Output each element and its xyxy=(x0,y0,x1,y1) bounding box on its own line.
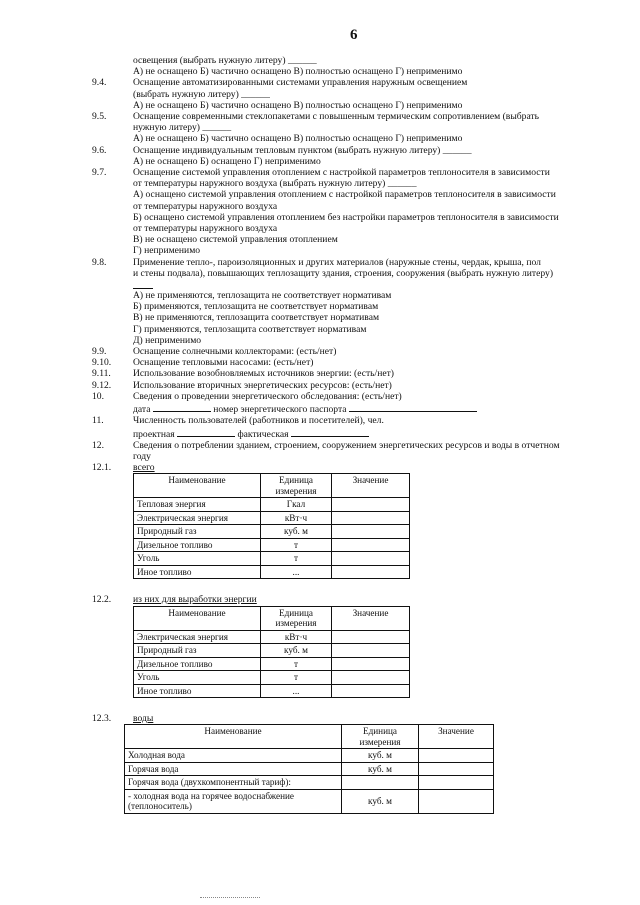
item-text: Оснащение автоматизированными системами управления наружным освещением xyxy=(133,77,468,89)
actual-count-field[interactable] xyxy=(291,427,369,437)
item-number: 9.10. xyxy=(92,357,112,369)
value-cell[interactable] xyxy=(332,525,410,539)
item-text: году xyxy=(133,450,151,462)
value-cell[interactable] xyxy=(332,565,410,579)
design-count-field[interactable] xyxy=(177,427,235,437)
item-number: 9.4. xyxy=(92,77,107,89)
value-cell[interactable] xyxy=(419,749,494,763)
item-text: воды xyxy=(133,713,154,725)
column-header: Наименование xyxy=(125,725,342,749)
table-row xyxy=(125,762,494,776)
row-name-cell: Горячая вода (двухкомпонентный тариф): xyxy=(125,776,342,790)
row-name-cell: Природный газ xyxy=(134,644,261,658)
passport-number-label: номер энергетического паспорта xyxy=(213,404,347,416)
value-cell[interactable] xyxy=(332,644,410,658)
row-name-cell: Тепловая энергия xyxy=(134,498,261,512)
value-cell[interactable] xyxy=(332,552,410,566)
unit-cell: кВт·ч xyxy=(261,630,332,644)
item-number: 12.3. xyxy=(92,713,112,725)
item-text: Оснащение тепловыми насосами: (есть/нет) xyxy=(133,357,314,369)
design-count-label: проектная xyxy=(133,428,175,440)
item-text: Оснащение солнечными коллекторами: (есть/нет) xyxy=(133,346,337,358)
item-text: из них для выработки энергии xyxy=(133,594,257,606)
item-text: Оснащение системой управления отоплением с настройкой параметров теплоносителя в зависимости xyxy=(133,167,550,179)
item-9-3-continuation: освещения (выбрать нужную литеру) ______ xyxy=(133,55,317,66)
item-option: Б) оснащено системой управления отоплением без настройки параметров теплоносителя в зависимости xyxy=(133,211,559,223)
unit-cell: куб. м xyxy=(342,749,419,763)
energy-total-table xyxy=(133,473,410,579)
row-name-cell: Холодная вода xyxy=(125,749,342,763)
item-number: 9.11. xyxy=(92,368,111,380)
row-name-cell: Горячая вода xyxy=(125,762,342,776)
item-option: Б) применяются, теплозащита не соответствует нормативам xyxy=(133,301,379,313)
table-row xyxy=(134,511,410,525)
water-consumption-table xyxy=(124,724,494,814)
table-row xyxy=(134,684,410,698)
page-number: 6 xyxy=(350,27,358,43)
table-row xyxy=(134,525,410,539)
unit-cell: ... xyxy=(261,684,332,698)
row-name-cell: - холодная вода на горячее водоснабжение (теплоноситель) xyxy=(125,789,342,813)
item-text: Использование вторичных энергетических ресурсов: (есть/нет) xyxy=(133,379,392,391)
item-option: А) оснащено системой управления отоплением с настройкой параметров теплоносителя в зависимости xyxy=(133,189,556,201)
item-text: Использование возобновляемых источников энергии: (есть/нет) xyxy=(133,368,394,380)
item-number: 9.8. xyxy=(92,256,107,268)
item-options: А) не оснащено Б) оснащено Г) неприменимо xyxy=(133,155,321,167)
form-content xyxy=(92,55,612,814)
row-name-cell: Иное топливо xyxy=(134,684,261,698)
row-name-cell: Дизельное топливо xyxy=(134,538,261,552)
column-header: Значение xyxy=(419,725,494,749)
item-option: В) не применяются, теплозащита соответствует нормативам xyxy=(133,312,380,324)
item-text: нужную литеру) ______ xyxy=(133,122,232,134)
item-text: Оснащение современными стеклопакетами с повышенным термическим сопротивлением (выбрать xyxy=(133,111,540,123)
item-9-3-options: А) не оснащено Б) частично оснащено В) полностью оснащено Г) неприменимо xyxy=(133,66,463,78)
item-text: Оснащение индивидуальным тепловым пунктом (выбрать нужную литеру) ______ xyxy=(133,144,472,156)
unit-cell: куб. м xyxy=(261,525,332,539)
item-option: В) не оснащено системой управления отоплением xyxy=(133,234,338,246)
item-options: А) не оснащено Б) частично оснащено В) полностью оснащено Г) неприменимо xyxy=(133,99,463,111)
item-number: 9.5. xyxy=(92,111,107,123)
page-bottom-mark xyxy=(200,897,260,898)
unit-cell: т xyxy=(261,671,332,685)
item-text: Сведения о проведении энергетического обследования: (есть/нет) xyxy=(133,390,402,402)
row-name-cell: Уголь xyxy=(134,671,261,685)
table-row xyxy=(134,498,410,512)
item-number: 10. xyxy=(92,390,104,402)
column-header: Значение xyxy=(332,474,410,498)
column-header: Наименование xyxy=(134,474,261,498)
item-number: 9.6. xyxy=(92,144,107,156)
value-cell[interactable] xyxy=(419,789,494,813)
item-option: Г) неприменимо xyxy=(133,245,201,257)
column-header: Единица измерения xyxy=(261,606,332,630)
table-row xyxy=(134,538,410,552)
unit-cell: ... xyxy=(261,565,332,579)
item-number: 12.2. xyxy=(92,594,112,606)
row-name-cell: Уголь xyxy=(134,552,261,566)
table-row xyxy=(125,749,494,763)
value-cell[interactable] xyxy=(332,511,410,525)
item-option: от температуры наружного воздуха xyxy=(133,200,278,212)
value-cell[interactable] xyxy=(332,684,410,698)
value-cell[interactable] xyxy=(419,762,494,776)
item-text: всего xyxy=(133,462,155,474)
item-text: Применение тепло-, пароизоляционных и других материалов (наружные стены, чердак, крыша, пол xyxy=(133,256,541,268)
unit-cell: т xyxy=(261,657,332,671)
item-number: 9.12. xyxy=(92,379,112,391)
unit-cell: Гкал xyxy=(261,498,332,512)
table-row xyxy=(134,565,410,579)
table-row xyxy=(134,552,410,566)
unit-cell: т xyxy=(261,538,332,552)
item-number: 12.1. xyxy=(92,462,112,474)
unit-cell: куб. м xyxy=(261,644,332,658)
date-label: дата xyxy=(133,404,151,416)
value-cell[interactable] xyxy=(332,630,410,644)
table-row xyxy=(134,630,410,644)
item-text: (выбрать нужную литеру) ______ xyxy=(133,88,270,100)
column-header: Единица измерения xyxy=(342,725,419,749)
item-text: Численность пользователей (работников и посетителей), чел. xyxy=(133,415,384,427)
item-option: Д) неприменимо xyxy=(133,334,202,346)
unit-cell: кВт·ч xyxy=(261,511,332,525)
item-options: А) не оснащено Б) частично оснащено В) полностью оснащено Г) неприменимо xyxy=(133,133,463,145)
item-option: А) не применяются, теплозащита не соответствует нормативам xyxy=(133,290,392,302)
item-number: 11. xyxy=(92,415,104,427)
item-text: и стены подвала), повышающих теплозащиту здания, строения, сооружения (выбрать нужную литеру) xyxy=(133,267,554,279)
unit-cell: т xyxy=(261,552,332,566)
unit-cell: куб. м xyxy=(342,762,419,776)
value-cell[interactable] xyxy=(332,538,410,552)
value-cell[interactable] xyxy=(419,776,494,790)
table-row xyxy=(134,671,410,685)
table-row xyxy=(125,776,494,790)
actual-count-label: фактическая xyxy=(237,428,289,440)
item-option: от температуры наружного воздуха xyxy=(133,223,278,235)
item-option: Г) применяются, теплозащита соответствует нормативам xyxy=(133,323,367,335)
item-number: 9.9. xyxy=(92,346,107,358)
row-name-cell: Природный газ xyxy=(134,525,261,539)
table-row xyxy=(134,644,410,658)
unit-cell xyxy=(342,776,419,790)
column-header: Единица измерения xyxy=(261,474,332,498)
energy-generation-table xyxy=(133,606,410,699)
passport-number-field[interactable] xyxy=(349,402,477,412)
row-name-cell: Электрическая энергия xyxy=(134,511,261,525)
row-name-cell: Дизельное топливо xyxy=(134,657,261,671)
value-cell[interactable] xyxy=(332,657,410,671)
column-header: Значение xyxy=(332,606,410,630)
date-field[interactable] xyxy=(153,402,211,412)
column-header: Наименование xyxy=(134,606,261,630)
unit-cell: куб. м xyxy=(342,789,419,813)
item-text: Сведения о потреблении зданием, строением, сооружением энергетических ресурсов и воды в отчетном xyxy=(133,439,560,451)
item-text: от температуры наружного воздуха (выбрать нужную литеру) ______ xyxy=(133,178,417,190)
value-cell[interactable] xyxy=(332,498,410,512)
row-name-cell: Иное топливо xyxy=(134,565,261,579)
row-name-cell: Электрическая энергия xyxy=(134,630,261,644)
item-number: 12. xyxy=(92,439,104,451)
table-row xyxy=(134,657,410,671)
item-number: 9.7. xyxy=(92,167,107,179)
value-cell[interactable] xyxy=(332,671,410,685)
answer-blank[interactable] xyxy=(133,279,153,289)
table-row xyxy=(125,789,494,813)
